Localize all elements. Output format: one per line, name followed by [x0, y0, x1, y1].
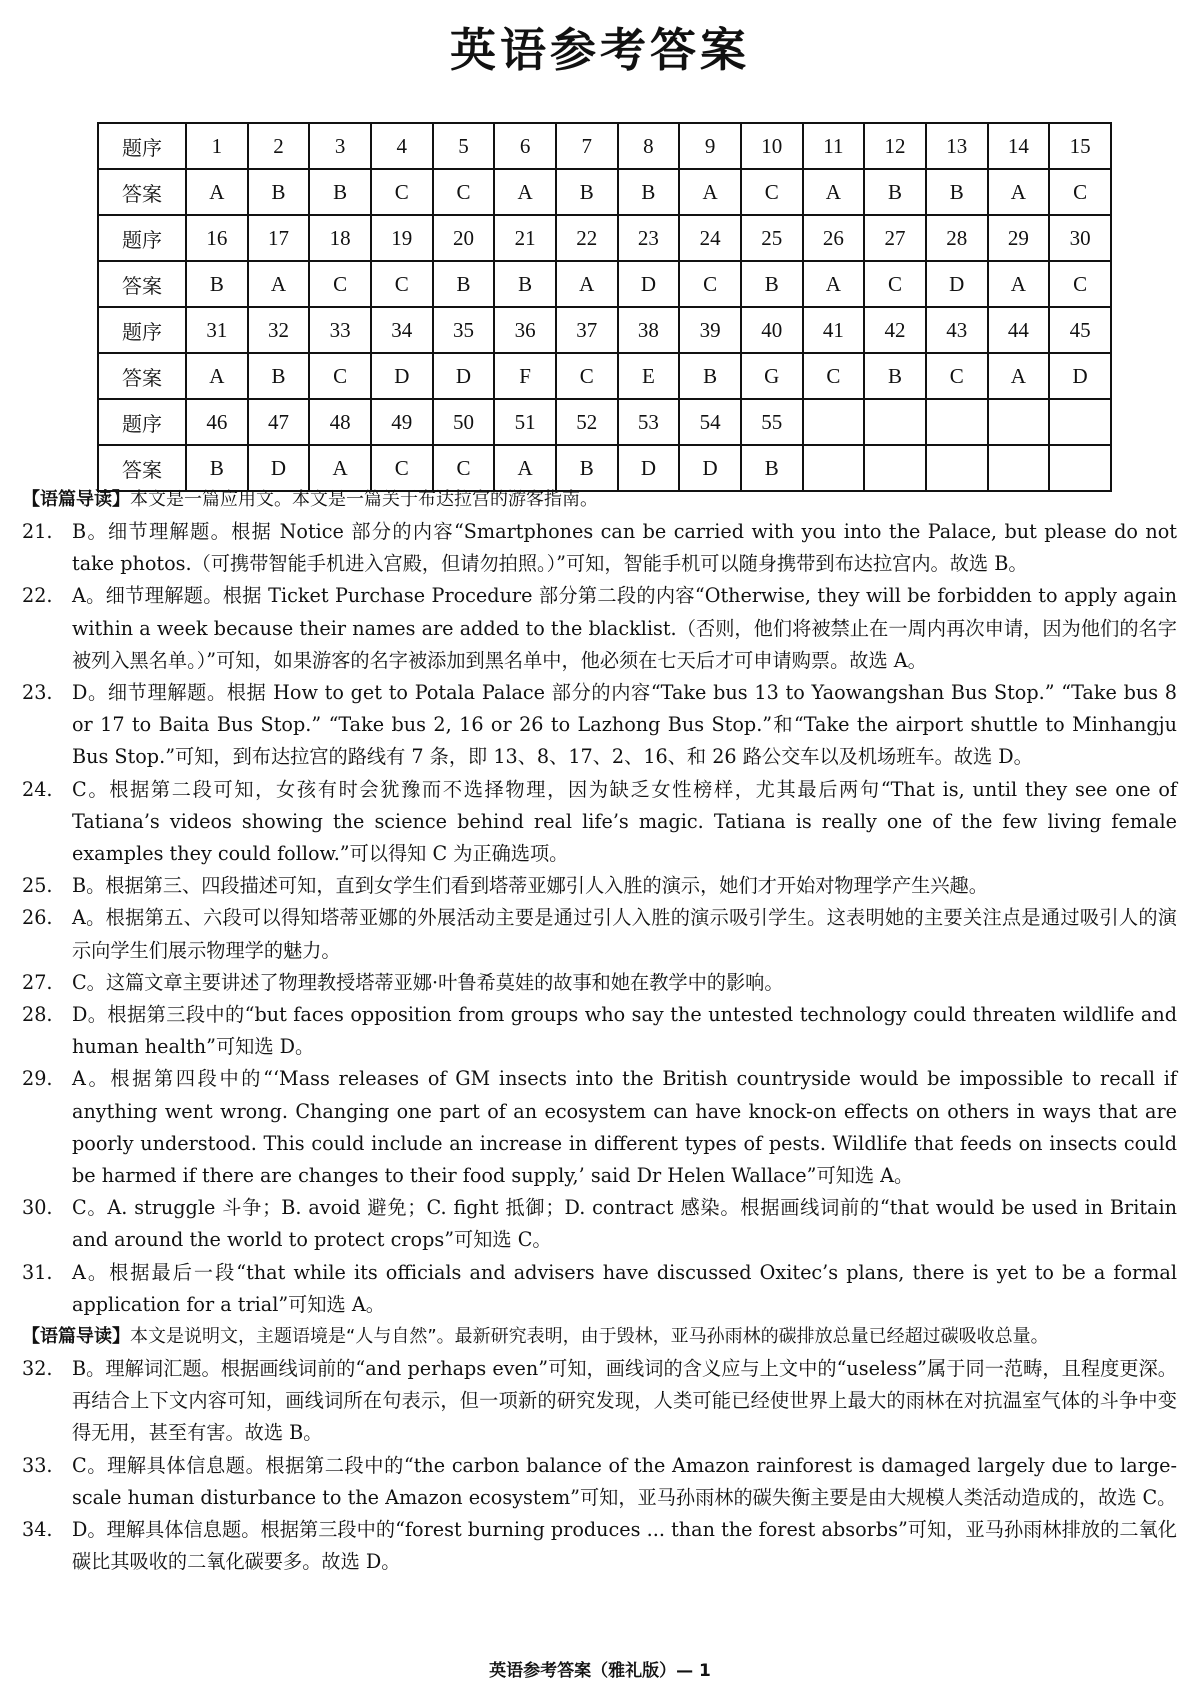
- answer-explanation: [22, 774, 1177, 871]
- answer-cell: B: [309, 169, 371, 215]
- answer-cell: E: [618, 353, 680, 399]
- question-number-cell: 35: [433, 307, 495, 353]
- answer-cell: B: [494, 261, 556, 307]
- answer-cell: A: [988, 261, 1050, 307]
- question-number-cell: 10: [741, 123, 803, 169]
- answer-cell: B: [248, 353, 310, 399]
- question-number-cell: [1049, 399, 1111, 445]
- answer-cell: A: [494, 445, 556, 491]
- answer-cell: A: [186, 169, 248, 215]
- question-number-cell: 24: [679, 215, 741, 261]
- question-number-cell: 45: [1049, 307, 1111, 353]
- answer-cell: B: [433, 261, 495, 307]
- answer-explanation: [22, 1353, 1177, 1450]
- answer-explanation: [22, 1514, 1177, 1578]
- answer-cell: B: [186, 445, 248, 491]
- question-number-cell: 27: [864, 215, 926, 261]
- answer-cell: B: [556, 169, 618, 215]
- question-number-cell: 37: [556, 307, 618, 353]
- question-number-cell: 30: [1049, 215, 1111, 261]
- table-row-answers: [98, 261, 1111, 307]
- explanation-text: B。细节理解题。根据 Notice 部分的内容“Smartphones can be carried with you into the Palace, but please do not take photos.（可携带智能手机进入宫殿，但请勿拍照。）”可知，智能手机可以随身携带到布达拉宫内。故选 B。: [72, 520, 1177, 576]
- answer-cell: D: [926, 261, 988, 307]
- question-number: 34.: [22, 1518, 53, 1542]
- row-header: 题序: [98, 215, 186, 261]
- guide-text: 本文是一篇应用文。本文是一篇关于布达拉宫的游客指南。: [130, 489, 598, 510]
- answer-explanation: [22, 516, 1177, 580]
- question-number-cell: 52: [556, 399, 618, 445]
- answer-cell: C: [433, 169, 495, 215]
- question-number-cell: 8: [618, 123, 680, 169]
- answer-cell: D: [618, 445, 680, 491]
- question-number-cell: 17: [248, 215, 310, 261]
- question-number-cell: 16: [186, 215, 248, 261]
- explanation-text: A。细节理解题。根据 Ticket Purchase Procedure 部分第二段的内容“Otherwise, they will be forbidden to apply again within a week because their names are added to the blacklist.（否则，他们将被禁止在一周内再次申请，因为他们的名字被列入黑名单。）”可知，如果游客的名字被添加到黑名单中，他必须在七天后才可申请购票。故选 A。: [72, 584, 1177, 672]
- answer-explanation: [22, 677, 1177, 774]
- explanation-text: C。根据第二段可知，女孩有时会犹豫而不选择物理，因为缺乏女性榜样，尤其最后两句“That is, until they see one of Tatiana’s videos showing the science behind real life’s magic. Tatiana is really one of the few living female examples they could follow.”可以得知 C 为正确选项。: [72, 777, 1177, 866]
- question-number: 32.: [22, 1357, 53, 1381]
- table-row-numbers: [98, 307, 1111, 353]
- question-number-cell: 53: [618, 399, 680, 445]
- question-number-cell: [864, 399, 926, 445]
- explanation-text: A。根据第五、六段可以得知塔蒂亚娜的外展活动主要是通过引人入胜的演示吸引学生。这表明她的主要关注点是通过吸引人的演示向学生们展示物理学的魅力。: [72, 906, 1177, 962]
- answer-cell: A: [803, 169, 865, 215]
- answer-cell: B: [679, 353, 741, 399]
- question-number: 21.: [22, 520, 53, 543]
- answer-explanation: [22, 580, 1177, 677]
- answer-cell: C: [371, 445, 433, 491]
- explanation-text: A。根据第四段中的“‘Mass releases of GM insects into the British countryside would be impossible to recall if anything went wrong. Changing one part of an ecosystem can have knock-on effects on others in ways that are poorly understood. This could include an increase in different types of pests. Wildlife that feeds on insects could be harmed if there are changes to their food supply,’ said Dr Helen Wallace”可知选 A。: [72, 1067, 1177, 1188]
- explanation-text: D。根据第三段中的“but faces opposition from groups who say the untested technology could threaten wildlife and human health”可知选 D。: [72, 1003, 1177, 1059]
- answer-cell: C: [371, 169, 433, 215]
- question-number-cell: [988, 399, 1050, 445]
- question-number-cell: 18: [309, 215, 371, 261]
- answer-cell: B: [864, 169, 926, 215]
- answer-cell: C: [926, 353, 988, 399]
- question-number-cell: 54: [679, 399, 741, 445]
- row-header: 答案: [98, 353, 186, 399]
- question-number-cell: 3: [309, 123, 371, 169]
- answer-cell: C: [864, 261, 926, 307]
- answer-cell: A: [988, 169, 1050, 215]
- question-number-cell: 43: [926, 307, 988, 353]
- question-number: 33.: [22, 1453, 53, 1477]
- question-number: 26.: [22, 906, 53, 930]
- answer-cell: C: [309, 353, 371, 399]
- answer-cell: B: [186, 261, 248, 307]
- explanations: [22, 484, 1177, 1579]
- question-number-cell: 4: [371, 123, 433, 169]
- answer-table: [97, 122, 1112, 492]
- question-number-cell: 39: [679, 307, 741, 353]
- question-number-cell: 46: [186, 399, 248, 445]
- explanation-text: C。理解具体信息题。根据第二段中的“the carbon balance of the Amazon rainforest is damaged largely due to large-scale human disturbance to the Amazon ecosystem”可知，亚马孙雨林的碳失衡主要是由大规模人类活动造成的，故选 C。: [72, 1453, 1177, 1509]
- table-row-numbers: [98, 399, 1111, 445]
- question-number: 23.: [22, 681, 53, 705]
- answer-explanation: [22, 1257, 1177, 1321]
- question-number: 24.: [22, 777, 53, 801]
- question-number: 31.: [22, 1260, 53, 1284]
- answer-cell: A: [186, 353, 248, 399]
- question-number-cell: 2: [248, 123, 310, 169]
- passage-guide: [22, 484, 1177, 516]
- guide-text: 本文是说明文，主题语境是“人与自然”。最新研究表明，由于毁林，亚马孙雨林的碳排放总量已经超过碳吸收总量。: [130, 1326, 1049, 1348]
- question-number-cell: 36: [494, 307, 556, 353]
- question-number-cell: 48: [309, 399, 371, 445]
- question-number-cell: 40: [741, 307, 803, 353]
- answer-cell: B: [926, 169, 988, 215]
- question-number: 30.: [22, 1196, 53, 1220]
- answer-cell: A: [556, 261, 618, 307]
- answer-cell: D: [679, 445, 741, 491]
- answer-cell: B: [618, 169, 680, 215]
- answer-cell: D: [248, 445, 310, 491]
- table-row-numbers: [98, 215, 1111, 261]
- row-header: 题序: [98, 399, 186, 445]
- answer-cell: C: [741, 169, 803, 215]
- answer-cell: B: [556, 445, 618, 491]
- row-header: 答案: [98, 445, 186, 491]
- question-number-cell: 33: [309, 307, 371, 353]
- question-number-cell: 31: [186, 307, 248, 353]
- row-header: 题序: [98, 123, 186, 169]
- answer-cell: B: [248, 169, 310, 215]
- answer-cell: C: [1049, 169, 1111, 215]
- question-number-cell: 11: [803, 123, 865, 169]
- question-number: 28.: [22, 1003, 53, 1027]
- explanation-text: C。这篇文章主要讲述了物理教授塔蒂亚娜·叶鲁希莫娃的故事和她在教学中的影响。: [72, 970, 784, 994]
- answer-explanation: [22, 1063, 1177, 1192]
- answer-cell: D: [618, 261, 680, 307]
- question-number-cell: 7: [556, 123, 618, 169]
- answer-explanation: [22, 1192, 1177, 1256]
- answer-cell: C: [371, 261, 433, 307]
- answer-cell: A: [494, 169, 556, 215]
- explanation-text: B。根据第三、四段描述可知，直到女学生们看到塔蒂亚娜引人入胜的演示，她们才开始对物理学产生兴趣。: [72, 874, 988, 898]
- page-footer: 英语参考答案（雅礼版）— 1: [489, 1661, 711, 1681]
- answer-explanation: [22, 870, 1177, 902]
- answer-explanation: [22, 1450, 1177, 1514]
- guide-tag: 【语篇导读】: [22, 1326, 130, 1348]
- answer-cell: B: [864, 353, 926, 399]
- answer-cell: D: [1049, 353, 1111, 399]
- question-number-cell: 32: [248, 307, 310, 353]
- answer-explanation: [22, 902, 1177, 966]
- question-number-cell: 12: [864, 123, 926, 169]
- question-number-cell: 1: [186, 123, 248, 169]
- row-header: 答案: [98, 261, 186, 307]
- explanation-text: A。根据最后一段“that while its officials and advisers have discussed Oxitec’s plans, there is yet to be a formal application for a trial”可知选 A。: [72, 1260, 1177, 1316]
- page-title: 英语参考答案: [450, 23, 750, 77]
- question-number-cell: 23: [618, 215, 680, 261]
- table-row-numbers: [98, 123, 1111, 169]
- answer-cell: C: [679, 261, 741, 307]
- question-number-cell: 41: [803, 307, 865, 353]
- question-number-cell: 26: [803, 215, 865, 261]
- question-number: 27.: [22, 970, 53, 994]
- question-number-cell: [926, 399, 988, 445]
- question-number-cell: 25: [741, 215, 803, 261]
- answer-cell: A: [309, 445, 371, 491]
- table-row-answers: [98, 353, 1111, 399]
- explanation-text: D。理解具体信息题。根据第三段中的“forest burning produces ... than the forest absorbs”可知，亚马孙雨林排放的二氧化碳比其吸收的二氧化碳要多。故选 D。: [72, 1518, 1177, 1574]
- answer-cell: A: [679, 169, 741, 215]
- question-number-cell: 21: [494, 215, 556, 261]
- explanation-text: B。理解词汇题。根据画线词前的“and perhaps even”可知，画线词的含义应与上文中的“useless”属于同一范畴，且程度更深。再结合上下文内容可知，画线词所在句表示，但一项新的研究发现，人类可能已经使世界上最大的雨林在对抗温室气体的斗争中变得无用，甚至有害。故选 B。: [72, 1357, 1177, 1445]
- question-number-cell: 9: [679, 123, 741, 169]
- question-number-cell: 51: [494, 399, 556, 445]
- question-number-cell: 50: [433, 399, 495, 445]
- answer-cell: C: [433, 445, 495, 491]
- answer-cell: C: [803, 353, 865, 399]
- question-number-cell: 14: [988, 123, 1050, 169]
- answer-cell: A: [803, 261, 865, 307]
- question-number-cell: 47: [248, 399, 310, 445]
- answer-explanation: [22, 967, 1177, 999]
- answer-cell: C: [309, 261, 371, 307]
- answer-cell: F: [494, 353, 556, 399]
- question-number-cell: 5: [433, 123, 495, 169]
- question-number-cell: 13: [926, 123, 988, 169]
- question-number-cell: 19: [371, 215, 433, 261]
- question-number-cell: 34: [371, 307, 433, 353]
- answer-cell: A: [988, 353, 1050, 399]
- question-number-cell: 20: [433, 215, 495, 261]
- question-number-cell: 42: [864, 307, 926, 353]
- explanation-text: C。A. struggle 斗争；B. avoid 避免；C. fight 抵御；D. contract 感染。根据画线词前的“that would be used in Britain and around the world to protect crops”可知选 C。: [72, 1196, 1177, 1252]
- question-number-cell: 6: [494, 123, 556, 169]
- question-number-cell: 49: [371, 399, 433, 445]
- question-number-cell: 38: [618, 307, 680, 353]
- question-number-cell: 22: [556, 215, 618, 261]
- guide-tag: 【语篇导读】: [22, 489, 130, 510]
- question-number: 29.: [22, 1067, 53, 1091]
- answer-cell: D: [433, 353, 495, 399]
- answer-cell: G: [741, 353, 803, 399]
- question-number: 22.: [22, 584, 53, 608]
- answer-cell: C: [1049, 261, 1111, 307]
- answer-explanation: [22, 999, 1177, 1063]
- answer-cell: D: [371, 353, 433, 399]
- row-header: 题序: [98, 307, 186, 353]
- question-number-cell: 15: [1049, 123, 1111, 169]
- row-header: 答案: [98, 169, 186, 215]
- answer-cell: B: [741, 445, 803, 491]
- answer-cell: C: [556, 353, 618, 399]
- table-row-answers: [98, 169, 1111, 215]
- question-number-cell: 44: [988, 307, 1050, 353]
- passage-guide: [22, 1321, 1177, 1353]
- question-number-cell: 29: [988, 215, 1050, 261]
- question-number-cell: 55: [741, 399, 803, 445]
- question-number: 25.: [22, 874, 53, 898]
- answer-cell: B: [741, 261, 803, 307]
- answer-cell: A: [248, 261, 310, 307]
- explanation-text: D。细节理解题。根据 How to get to Potala Palace 部分的内容“Take bus 13 to Yaowangshan Bus Stop.” “Take bus 8 or 17 to Baita Bus Stop.” “Take bus 2, 16 or 26 to Lazhong Bus Stop.”和“Take the airport shuttle to Minhangju Bus Stop.”可知，到布达拉宫的路线有 7 条，即 13、8、17、2、16、和 26 路公交车以及机场班车。故选 D。: [72, 681, 1177, 769]
- question-number-cell: [803, 399, 865, 445]
- question-number-cell: 28: [926, 215, 988, 261]
